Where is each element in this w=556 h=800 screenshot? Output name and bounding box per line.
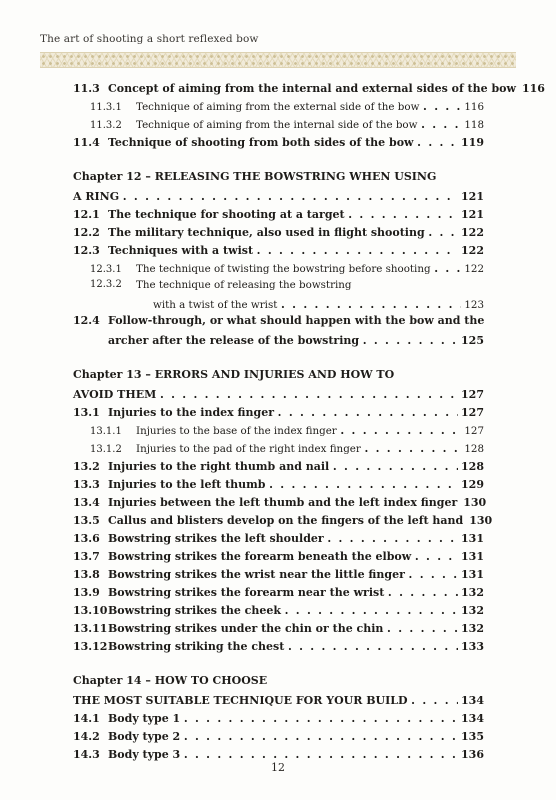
- toc-entry: [73, 222, 484, 240]
- toc-entry: [73, 564, 484, 582]
- page-number: 122: [461, 244, 484, 257]
- entry-title: The military technique, also used in flight shooting: [108, 226, 425, 239]
- entry-number: 12.3: [73, 244, 100, 257]
- entry-number: 13.6: [73, 532, 100, 545]
- chapter-14-title-line1: Chapter 14 – HOW TO CHOOSE: [73, 674, 268, 687]
- entry-number: 11.3.1: [90, 102, 122, 113]
- chapter-14-title-line2: [73, 690, 484, 708]
- page-number: 136: [461, 748, 484, 761]
- page-number: 127: [464, 425, 484, 437]
- chapter-title-text: A RING: [73, 190, 120, 203]
- entry-title: Body type 3: [108, 748, 181, 761]
- toc-entry: [73, 474, 484, 492]
- toc-group-ch14: [73, 708, 484, 762]
- toc-entry: [73, 420, 484, 438]
- entry-number: 13.1: [73, 406, 100, 419]
- entry-number: 13.3: [73, 478, 100, 491]
- toc-entry: [73, 438, 484, 456]
- chapter-13-block: [73, 366, 493, 654]
- decorative-ornament-band: [40, 52, 516, 68]
- chapter-12-title-line2: [73, 186, 484, 204]
- entry-title: with a twist of the wrist: [153, 299, 278, 311]
- entry-title: Injuries to the pad of the right index finger: [136, 443, 361, 455]
- page-number: 116: [464, 101, 484, 113]
- page-number: 123: [464, 299, 484, 311]
- chapter-12-block: [73, 168, 484, 348]
- entry-title: Technique of aiming from the external side of the bow: [136, 101, 420, 113]
- toc-entry: [73, 492, 487, 510]
- toc-entry: [73, 708, 484, 726]
- entry-title: Bowstring strikes the forearm beneath the elbow: [108, 550, 412, 563]
- toc-entry: [73, 744, 484, 762]
- toc-entry: [73, 402, 484, 420]
- page-number: 132: [461, 622, 484, 635]
- entry-title: Bowstring strikes the forearm near the wrist: [108, 586, 385, 599]
- entry-title: Techniques with a twist: [108, 244, 254, 257]
- entry-number: 13.4: [73, 496, 100, 509]
- page-number: 129: [461, 478, 484, 491]
- toc-entry: [73, 582, 484, 600]
- entry-number: 12.3.2: [90, 279, 122, 290]
- entry-number: 13.8: [73, 568, 100, 581]
- toc-group-ch12: [73, 204, 484, 276]
- toc-group-top: [73, 78, 545, 150]
- toc-entry: [73, 96, 484, 114]
- toc-entry: [73, 114, 484, 132]
- entry-number: 13.5: [73, 514, 100, 527]
- page-number: 131: [461, 532, 484, 545]
- entry-number: 13.7: [73, 550, 100, 563]
- entry-number: 11.3.2: [90, 120, 122, 131]
- page-number: 130: [463, 496, 487, 509]
- entry-number: 12.4: [73, 314, 100, 327]
- toc-entry: [73, 546, 484, 564]
- entry-title: The technique of twisting the bowstring before shooting: [136, 263, 431, 275]
- entry-number: 13.11: [73, 622, 108, 635]
- entry-title: Injuries between the left thumb and the left index finger: [108, 496, 458, 509]
- entry-title: Bowstring strikes under the chin or the chin: [108, 622, 384, 635]
- entry-number: 12.1: [73, 208, 100, 221]
- entry-title: Injuries to the right thumb and nail: [108, 460, 330, 473]
- entry-title: Bowstring striking the chest: [108, 640, 285, 653]
- page-number: 125: [461, 334, 484, 347]
- entry-title: archer after the release of the bowstring: [108, 334, 360, 347]
- entry-title: Bowstring strikes the wrist near the little finger: [108, 568, 405, 581]
- toc-entry: [73, 132, 484, 150]
- page-number: 132: [461, 586, 484, 599]
- toc-group-ch13: [73, 402, 493, 654]
- entry-number: 14.2: [73, 730, 100, 743]
- chapter-title-text: AVOID THEM: [73, 388, 157, 401]
- page-number: 128: [461, 460, 484, 473]
- toc-entry: [73, 600, 484, 618]
- entry-title: Technique of aiming from the internal side of the bow: [136, 119, 418, 131]
- toc-entry: [73, 78, 545, 96]
- entry-title: Follow-through, or what should happen with the bow and the: [108, 314, 485, 327]
- page-number: 133: [461, 640, 484, 653]
- entry-title: Concept of aiming from the internal and external sides of the bow: [108, 82, 516, 95]
- toc-entry: [73, 258, 484, 276]
- entry-title: Bowstring strikes the cheek: [108, 604, 281, 617]
- entry-number: 12.3.1: [90, 264, 122, 275]
- page-folio: 12: [271, 761, 285, 774]
- toc-entry: [73, 240, 484, 258]
- page-number: 127: [461, 388, 484, 401]
- page-number: 134: [461, 694, 484, 707]
- page-number: 118: [464, 119, 484, 131]
- entry-number: 14.3: [73, 748, 100, 761]
- page-number: 121: [461, 208, 484, 221]
- page-number: 131: [461, 568, 484, 581]
- entry-number: 14.1: [73, 712, 100, 725]
- page-number: 134: [461, 712, 484, 725]
- entry-number: 11.4: [73, 136, 100, 149]
- entry-number: 13.10: [73, 604, 108, 617]
- entry-title: Injuries to the left thumb: [108, 478, 266, 491]
- page-number: 130: [469, 514, 493, 527]
- entry-number: 13.1.2: [90, 444, 122, 455]
- entry-title: The technique of releasing the bowstring: [136, 279, 352, 291]
- toc-entry: [73, 510, 493, 528]
- toc-entry: [73, 528, 484, 546]
- entry-title: Bowstring strikes the left shoulder: [108, 532, 324, 545]
- entry-title: Injuries to the base of the index finger: [136, 425, 337, 437]
- toc-entry: [73, 726, 484, 744]
- page-number: 132: [461, 604, 484, 617]
- entry-title: Technique of shooting from both sides of the bow: [108, 136, 414, 149]
- page-number: 122: [461, 226, 484, 239]
- toc-entry: [73, 204, 484, 222]
- toc-entry: [73, 636, 484, 654]
- page-number: 131: [461, 550, 484, 563]
- page-number: 119: [461, 136, 484, 149]
- toc-entry-12-4-line2: [73, 330, 484, 348]
- entry-title: Callus and blisters develop on the fingers of the left hand: [108, 514, 464, 527]
- entry-number: 13.9: [73, 586, 100, 599]
- table-of-contents: [73, 78, 545, 762]
- page-number: 128: [464, 443, 484, 455]
- running-head: The art of shooting a short reflexed bow: [40, 33, 259, 45]
- entry-number: 12.2: [73, 226, 100, 239]
- chapter-13-title-line2: [73, 384, 484, 402]
- toc-entry-12-3-2-line2: [73, 294, 484, 312]
- entry-number: 13.12: [73, 640, 108, 653]
- toc-entry: [73, 618, 484, 636]
- entry-title: Body type 2: [108, 730, 181, 743]
- toc-entry: [73, 456, 484, 474]
- page-number: 121: [461, 190, 484, 203]
- entry-number: 11.3: [73, 82, 100, 95]
- toc-entry-12-4-line1: [73, 312, 484, 330]
- page-number: 135: [461, 730, 484, 743]
- chapter-12-title-line1: Chapter 12 – RELEASING THE BOWSTRING WHEN USING: [73, 170, 437, 183]
- entry-title: Body type 1: [108, 712, 181, 725]
- page-number: 122: [464, 263, 484, 275]
- entry-number: 13.2: [73, 460, 100, 473]
- chapter-title-text: THE MOST SUITABLE TECHNIQUE FOR YOUR BUILD: [73, 694, 408, 707]
- entry-title: Injuries to the index finger: [108, 406, 275, 419]
- chapter-13-title-line1: Chapter 13 – ERRORS AND INJURIES AND HOW TO: [73, 368, 395, 381]
- page-number: 127: [461, 406, 484, 419]
- chapter-14-block: [73, 672, 484, 762]
- entry-number: 13.1.1: [90, 426, 122, 437]
- page-number: 116: [521, 82, 545, 95]
- entry-title: The technique for shooting at a target: [108, 208, 345, 221]
